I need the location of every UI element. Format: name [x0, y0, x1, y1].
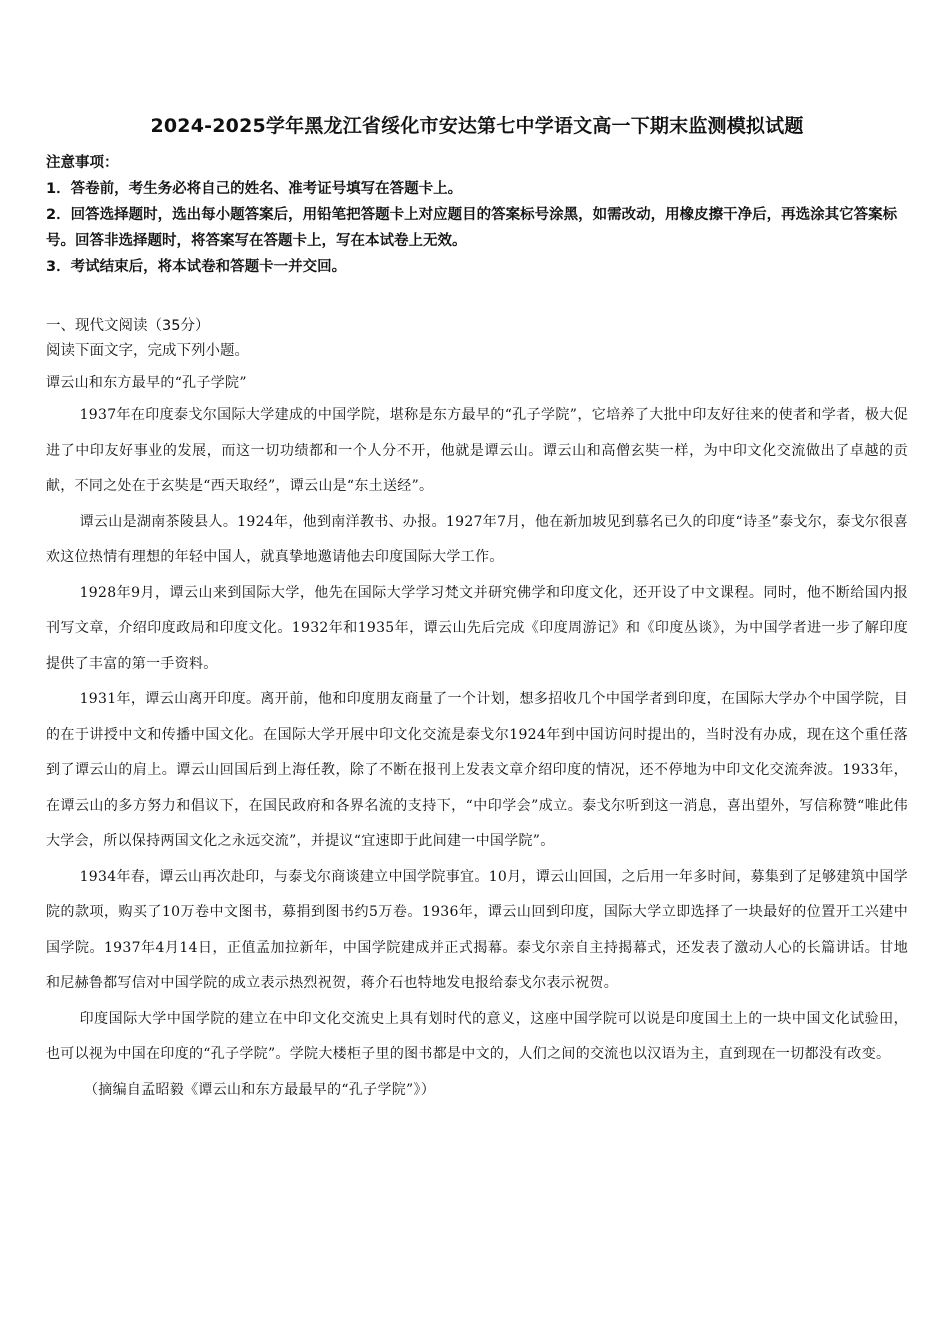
article-paragraph: 1937年在印度泰戈尔国际大学建成的中国学院，堪称是东方最早的“孔子学院”，它培养了大批中印友好往来的使者和学者，极大促进了中印友好事业的发展，而这一切功绩都和一个人分不开，他就是谭云山。谭云山和高僧玄奘一样，为中印文化交流做出了卓越的贡献，不同之处在于玄奘是“西天取经”，谭云山是“东土送经”。	[46, 407, 908, 494]
notice-heading: 注意事项：	[46, 155, 119, 171]
article-title: 谭云山和东方最早的“孔子学院”	[46, 375, 247, 391]
article-source: （摘编自孟昭毅《谭云山和东方最最早的“孔子学院”》）	[84, 1081, 436, 1098]
article-paragraph: 1931年，谭云山离开印度。离开前，他和印度朋友商量了一个计划，想多招收几个中国学者到印度，在国际大学办个中国学院，目的在于讲授中文和传播中国文化。在国际大学开展中印文化交流是泰戈尔1924年到中国访问时提出的，当时没有办成，现在这个重任落到了谭云山的肩上。谭云山回国后到上海任教，除了不断在报刊上发表文章介绍印度的情况，还不停地为中印文化交流奔波。1933年，在谭云山的多方努力和倡议下，在国民政府和各界名流的支持下，“中印学会”成立。泰戈尔听到这一消息，喜出望外，写信称赞“唯此伟大学会，所以保持两国文化之永远交流”，并提议“宜速即于此间建一中国学院”。	[46, 691, 908, 849]
article-paragraph: 谭云山是湖南茶陵县人。1924年，他到南洋教书、办报。1927年7月，他在新加坡见到慕名已久的印度“诗圣”泰戈尔，泰戈尔很喜欢这位热情有理想的年轻中国人，就真挚地邀请他去印度国际大学工作。	[46, 513, 908, 565]
notice-item: 1．答卷前，考生务必将自己的姓名、准考证号填写在答题卡上。	[46, 181, 463, 197]
section-heading: 一、现代文阅读（35分）	[46, 318, 210, 334]
article-paragraph: 1934年春，谭云山再次赴印，与泰戈尔商谈建立中国学院事宜。10月，谭云山回国，之后用一年多时间，募集到了足够建筑中国学院的款项，购买了10万卷中文图书，募捐到图书约5万卷。1936年，谭云山回到印度，国际大学立即选择了一块最好的位置开工兴建中国学院。1937年4月14日，正值孟加拉新年，中国学院建成并正式揭幕。泰戈尔亲自主持揭幕式，还发表了激动人心的长篇讲话。甘地和尼赫鲁都写信对中国学院的成立表示热烈祝贺，蒋介石也特地发电报给泰戈尔表示祝贺。	[46, 868, 908, 991]
article-paragraph: 印度国际大学中国学院的建立在中印文化交流史上具有划时代的意义，这座中国学院可以说是印度国土上的一块中国文化试验田，也可以视为中国在印度的“孔子学院”。学院大楼柜子里的图书都是中文的，人们之间的交流也以汉语为主，直到现在一切都没有改变。	[46, 1010, 908, 1062]
exam-title: 2024-2025学年黑龙江省绥化市安达第七中学语文高一下期末监测模拟试题	[150, 115, 804, 137]
notice-item: 2．回答选择题时，选出每小题答案后，用铅笔把答题卡上对应题目的答案标号涂黑，如需改动，用橡皮擦干净后，再选涂其它答案标号。回答非选择题时，将答案写在答题卡上，写在本试卷上无效。	[46, 207, 898, 249]
section-instruction: 阅读下面文字，完成下列小题。	[46, 343, 249, 359]
document-page	[46, 112, 908, 1108]
article-paragraph: 1928年9月，谭云山来到国际大学，他先在国际大学学习梵文并研究佛学和印度文化，还开设了中文课程。同时，他不断给国内报刊写文章，介绍印度政局和印度文化。1932年和1935年，谭云山先后完成《印度周游记》和《印度丛谈》，为中国学者进一步了解印度提供了丰富的第一手资料。	[46, 584, 908, 672]
notice-item: 3．考试结束后，将本试卷和答题卡一并交回。	[46, 259, 347, 275]
reading-article	[46, 368, 908, 1108]
notice-block	[46, 150, 908, 280]
